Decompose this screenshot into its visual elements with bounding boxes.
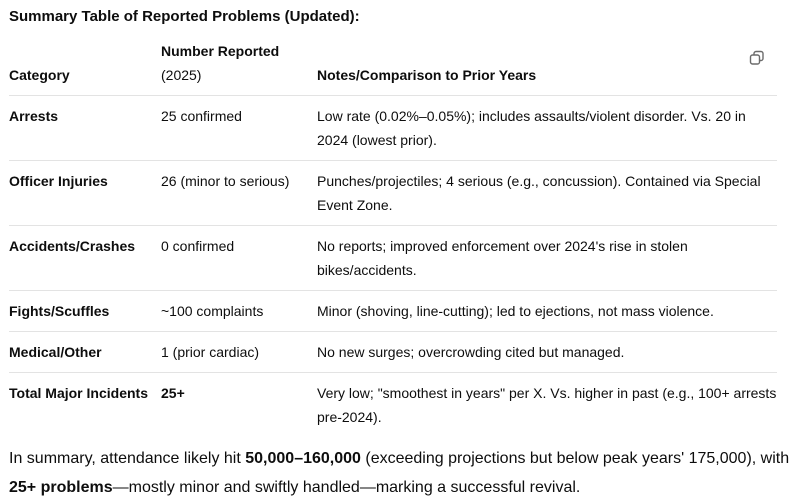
row-category: Arrests (9, 108, 59, 124)
row-category: Accidents/Crashes (9, 238, 136, 254)
header-number-line1: Number Reported (161, 43, 280, 59)
table-row (9, 161, 777, 226)
header-notes: Notes/Comparison to Prior Years (317, 67, 537, 83)
table-row (9, 96, 777, 161)
header-number-line2: (2025) (161, 67, 202, 83)
table-header-row (9, 40, 777, 96)
summary-text: (exceeding projections but below peak years' 175,000), with (360, 450, 790, 467)
row-notes: Minor (shoving, line-cutting); led to ejections, not mass violence. (317, 303, 714, 319)
table-row (9, 332, 777, 373)
table-row (9, 226, 777, 291)
row-number: 26 (minor to serious) (161, 173, 290, 189)
table-heading: Summary Table of Reported Problems (Updated): (9, 8, 360, 25)
summary-attendance: 50,000–160,000 (245, 450, 361, 467)
summary-problems: 25+ problems (9, 479, 113, 496)
row-notes: Punches/projectiles; 4 serious (e.g., concussion). Contained via Special Event Zone. (317, 173, 761, 213)
row-category: Total Major Incidents (9, 385, 148, 401)
row-category: Medical/Other (9, 344, 102, 360)
row-category: Officer Injuries (9, 173, 108, 189)
table-row (9, 373, 777, 438)
table-row (9, 291, 777, 332)
summary-text: In summary, attendance likely hit (9, 450, 246, 467)
header-number-reported (161, 39, 317, 87)
row-number: 0 confirmed (161, 238, 235, 254)
row-notes: No new surges; overcrowding cited but managed. (317, 344, 625, 360)
row-notes: No reports; improved enforcement over 2024's rise in stolen bikes/accidents. (317, 238, 688, 278)
row-number: 1 (prior cardiac) (161, 344, 260, 360)
header-category: Category (9, 67, 70, 83)
row-number: ~100 complaints (161, 303, 264, 319)
row-notes: Very low; "smoothest in years" per X. Vs. higher in past (e.g., 100+ arrests pre-2024). (317, 385, 777, 425)
row-number: 25 confirmed (161, 108, 242, 124)
problems-table (9, 40, 777, 438)
row-category: Fights/Scuffles (9, 303, 110, 319)
summary-text: —mostly minor and swiftly handled—marking a successful revival. (112, 479, 581, 496)
row-number: 25+ (161, 385, 185, 401)
summary-paragraph (9, 444, 799, 502)
row-notes: Low rate (0.02%–0.05%); includes assaults/violent disorder. Vs. 20 in 2024 (lowest prior). (317, 108, 746, 148)
